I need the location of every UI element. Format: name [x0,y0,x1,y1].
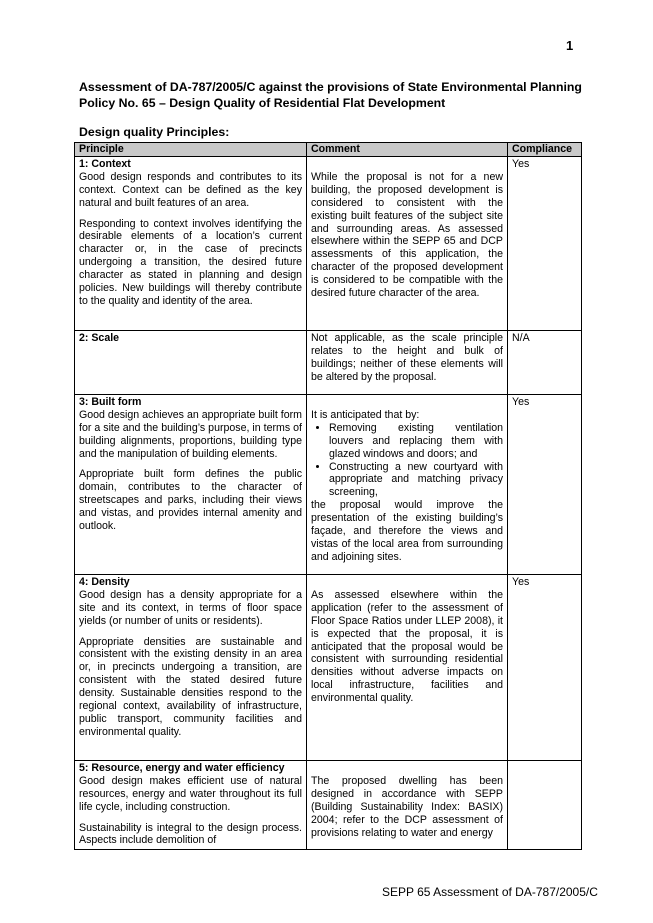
principle-text: Good design has a density appropriate for a site and its context, in terms of floor space yields (or number of units or residents). [79,588,302,627]
page-number: 1 [566,38,574,53]
principle-text: Responding to context involves identifying the desirable elements of a location’s current character or, in the case of precincts undergoing a transition, the desired future character as stated in planning and design policies. New buildings will thereby contribute to the quality and identity of the area. [79,217,302,307]
comment-text: As assessed elsewhere within the application (refer to the assessment of Floor Space Ratios under LLEP 2008), it is expected that the proposal, it is anticipated that the proposal would be consistent with surrounding residential densities without adverse impacts on local infrastructure, facilities and environmental quality. [311,588,503,705]
principle-title: 2: Scale [79,331,120,344]
table-header-row [75,143,582,157]
section-subheading: Design quality Principles: [79,125,230,139]
principle-cell [75,394,307,574]
principle-text: Good design makes efficient use of natural resources, energy and water throughout its full life cycle, including construction. [79,774,302,813]
col-header-principle: Principle [75,143,307,157]
design-principles-table [74,142,582,850]
principle-title: 4: Density [79,575,130,588]
principle-text: Appropriate densities are sustainable and consistent with the existing density in an area or, in precincts undergoing a transition, are consistent with the stated desired future density. Sustainable densities respond to the regional context, availability of infrastructure, public transport, community facilities and environmental quality. [79,635,302,738]
comment-text: The proposed dwelling has been designed in accordance with SEPP (Building Sustainability Index: BASIX) 2004; refer to the DCP assessment of provisions relating to water and energy [311,774,503,839]
compliance-cell: Yes [508,394,582,574]
list-item: • Removing existing ventilation louvers and replacing them with glazed windows and doors; and [329,422,503,461]
table-row [75,760,582,849]
principle-cell [75,156,307,330]
compliance-cell: Yes [508,156,582,330]
document-heading: Assessment of DA-787/2005/C against the provisions of State Environmental Planning Policy No. 65 – Design Quality of Residential Flat Development [79,80,582,110]
comment-cell [307,330,508,394]
col-header-compliance: Compliance [508,143,582,157]
comment-cell [307,574,508,760]
table-row [75,394,582,574]
comment-cell [307,156,508,330]
page-footer: SEPP 65 Assessment of DA-787/2005/C [382,885,598,899]
compliance-cell: N/A [508,330,582,394]
comment-cell [307,394,508,574]
comment-text: Not applicable, as the scale principle relates to the height and bulk of buildings; neither of these elements will be altered by the proposal. [311,331,503,383]
compliance-cell [508,760,582,849]
comment-intro: It is anticipated that by: [311,408,420,421]
comment-outro: the proposal would improve the presentation of the existing building’s façade, and therefore the views and vistas of the local area from surrounding and adjoining sites. [311,499,503,563]
table-row [75,156,582,330]
principle-cell [75,330,307,394]
list-item: • Constructing a new courtyard with appropriate and matching privacy screening, [329,461,503,500]
principle-cell [75,574,307,760]
table-row [75,330,582,394]
principle-text: Good design responds and contributes to its context. Context can be defined as the key natural and built features of an area. [79,170,302,209]
table-row [75,574,582,760]
comment-text: While the proposal is not for a new building, the proposed development is considered to consistent with the existing built features of the subject site and surrounding areas. As assessed elsewhere within the SEPP 65 and DCP assessments of this application, the character of the proposed development is considered to be compatible with the desired future character of the area. [311,170,503,300]
col-header-comment: Comment [307,143,508,157]
principle-text: Sustainability is integral to the design process. Aspects include demolition of [79,821,302,847]
principle-title: 5: Resource, energy and water efficiency [79,761,285,774]
principle-cell [75,760,307,849]
principle-title: 1: Context [79,157,131,170]
comment-cell [307,760,508,849]
principle-title: 3: Built form [79,395,142,408]
principle-text: Good design achieves an appropriate built form for a site and the building’s purpose, in terms of building alignments, proportions, building type and the manipulation of building elements. [79,408,302,460]
comment-bullet-list [311,422,503,499]
compliance-cell: Yes [508,574,582,760]
principle-text: Appropriate built form defines the public domain, contributes to the character of streetscapes and parks, including their views and vistas, and provides internal amenity and outlook. [79,468,302,533]
